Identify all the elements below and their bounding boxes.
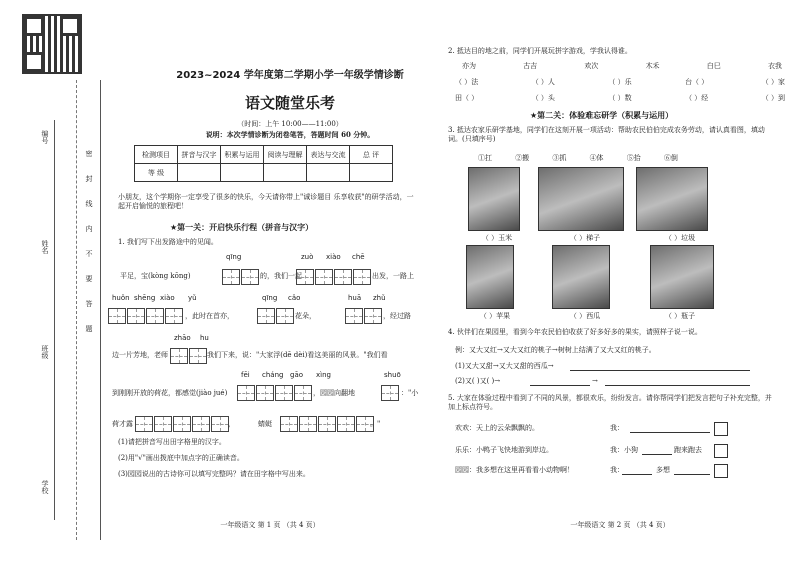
tianzi-grid[interactable] <box>318 416 336 432</box>
tianzi-grid-group <box>280 413 375 432</box>
answer-line[interactable] <box>570 370 750 371</box>
answer-line[interactable] <box>605 385 750 386</box>
passage-line: 出发，一路上 <box>372 272 414 280</box>
passage-line: 荷才露 <box>112 420 133 428</box>
tianzi-grid-group <box>135 413 230 432</box>
passage-line: 花朵， <box>295 312 316 320</box>
q5-tail: 跑来跑去 <box>674 446 702 454</box>
section-1-heading: ★第一关：开启快乐行程（拼音与汉字） <box>170 223 314 232</box>
q1-sub-1: (1)请把拼音写出田字格里的汉字。 <box>118 438 226 446</box>
punctuation-box[interactable] <box>714 464 728 478</box>
pinyin: qīng <box>262 294 278 302</box>
pinyin: fēi <box>241 371 250 379</box>
qr-code <box>22 14 82 74</box>
q5-prompt: 欢欢：天上的云朵飘飘的。 <box>455 424 539 432</box>
passage-line: ，此时在首亦， <box>185 312 234 320</box>
answer-line[interactable] <box>642 454 672 455</box>
pinyin: zhāo <box>174 334 191 342</box>
tianzi-grid[interactable] <box>135 416 153 432</box>
binding-line <box>100 80 101 540</box>
q5-me: 我： <box>610 424 624 432</box>
passage-line: 边一片芳地，老师 <box>112 351 168 359</box>
tianzi-grid[interactable] <box>299 416 317 432</box>
passage-line: 蜻蜓 <box>258 420 272 428</box>
tianzi-grid[interactable] <box>173 416 191 432</box>
answer-line[interactable] <box>530 385 590 386</box>
pinyin: huǒn <box>112 294 130 302</box>
q2-char: 欢次 <box>584 62 599 70</box>
pinyin: huā <box>348 294 362 302</box>
pinyin: chē <box>352 253 365 261</box>
passage-line: 。" <box>370 420 381 428</box>
pinyin: shēng <box>134 294 156 302</box>
q5-me: 我：小狗 <box>610 446 638 454</box>
q5-me: 我： <box>610 466 624 474</box>
q3-option: ④体 <box>589 154 604 162</box>
passage-line: 的，我们一起 <box>260 272 302 280</box>
passage-line: ，园园向翻地 <box>313 389 355 397</box>
tianzi-grid[interactable] <box>237 385 255 401</box>
punctuation-box[interactable] <box>714 422 728 436</box>
passage-line: 我们下来，说："大家浮(dē dèi)看这美丽的风景。"我们看 <box>207 351 388 359</box>
pinyin: yǔ <box>188 294 197 302</box>
q3-caption[interactable]: （ ）玉米 <box>481 234 513 242</box>
tianzi-grid[interactable] <box>170 348 188 364</box>
q2-blank[interactable]: （ ）家 <box>761 78 785 86</box>
pinyin: gāo <box>290 371 304 379</box>
class-label: 班级 <box>41 345 49 359</box>
tianzi-grid[interactable] <box>222 269 240 285</box>
q2-char: 亦为 <box>462 62 476 70</box>
pinyin: xiào <box>326 253 341 261</box>
punctuation-box[interactable] <box>714 444 728 458</box>
q3-options <box>478 154 678 163</box>
exam-note: 说明：本次学情诊断为闭卷笔答，答题时间 60 分钟。 <box>205 130 375 139</box>
q2-char: 木禾 <box>645 62 660 70</box>
intro-text: 小朋友，这个学期你一定享受了很多的快乐，今天请你带上"诚诊题目 乐享收获"的研学活动，一起开启愉悦的旅程吧！ <box>118 193 414 210</box>
tianzi-grid[interactable] <box>334 269 352 285</box>
q2-blank[interactable]: （ ）到 <box>761 94 785 102</box>
tianzi-grid[interactable] <box>108 308 126 324</box>
score-header: 表达与交流 <box>307 146 350 164</box>
number-label: 编号 <box>41 130 49 144</box>
q3-caption[interactable]: （ ）西瓜 <box>569 312 601 320</box>
tianzi-grid[interactable] <box>280 416 298 432</box>
answer-line[interactable] <box>630 432 710 433</box>
exam-title: 2023~2024 学年度第二学期小学一年级学情诊断 <box>176 70 404 81</box>
pinyin: cǎo <box>288 294 301 302</box>
q3-caption[interactable]: （ ）垃圾 <box>664 234 696 242</box>
q2-blank[interactable]: （ ）法 <box>455 78 479 86</box>
q4-example: 例：又大又红→又大又红的桃子→树树上结满了又大又红的桃子。 <box>455 346 656 354</box>
photo-watermelon <box>552 245 610 309</box>
score-header: 拼音与汉字 <box>178 146 221 164</box>
passage-line: ："小 <box>401 389 419 397</box>
q2-blank[interactable]: （ ）乐 <box>608 78 632 86</box>
q5-tail: 多想 <box>656 466 670 474</box>
question-3: 3. 抵达农家乐研学基地，同学们在这刻开展一项活动：帮助农民伯伯完成农务劳动，请认真看图，填动词。(只填序号) <box>448 126 765 143</box>
page-2-footer: 一年级语文 第 2 页 （共 4 页） <box>570 521 670 529</box>
fill-line <box>54 120 55 520</box>
q3-option: ⑥倒 <box>663 154 678 162</box>
q3-caption[interactable]: （ ）梯子 <box>569 234 601 242</box>
q3-option: ②搬 <box>515 154 530 162</box>
photo-apple <box>466 245 514 309</box>
score-header: 总 评 <box>350 146 393 164</box>
qr-finder <box>24 16 44 36</box>
tianzi-grid-group <box>257 305 295 324</box>
passage-line: 平足，宝(kòng kōng) <box>120 272 191 280</box>
score-cell[interactable] <box>350 164 393 182</box>
pinyin: xìng <box>316 371 331 379</box>
tianzi-grid[interactable] <box>276 308 294 324</box>
tianzi-grid-group <box>108 305 184 324</box>
photo-corn <box>468 167 520 231</box>
q4-arrow: → <box>592 377 598 385</box>
tianzi-grid[interactable] <box>211 416 229 432</box>
pinyin: xiào <box>160 294 175 302</box>
pinyin: zuò <box>301 253 314 261</box>
tianzi-grid[interactable] <box>165 308 183 324</box>
tianzi-grid-group <box>296 266 372 285</box>
q1-sub-2: (2)用"√"画出拨底中加点字的正确读音。 <box>118 454 244 462</box>
q2-blank[interactable]: （ ）数 <box>608 94 632 102</box>
q2-char: 古吉 <box>523 62 538 70</box>
score-row-label: 等 级 <box>135 164 178 182</box>
tianzi-grid[interactable] <box>345 308 363 324</box>
qr-finder <box>60 16 80 36</box>
exam-time: （时间：上午 10:00——11:00） <box>237 120 343 128</box>
tianzi-grid[interactable] <box>256 385 274 401</box>
tianzi-grid[interactable] <box>189 348 207 364</box>
passage-line: ，经过路 <box>383 312 411 320</box>
q2-blank[interactable]: （ ）头 <box>531 94 555 102</box>
tianzi-grid[interactable] <box>315 269 333 285</box>
q3-caption[interactable]: （ ）苹果 <box>479 312 511 320</box>
q2-char: 衣我 <box>767 62 782 70</box>
question-4: 4. 伙伴们在果园里，看到今年农民伯伯收获了好多好多的果实，请照样子说一说。 <box>448 328 702 336</box>
q3-option: ③抓 <box>552 154 567 162</box>
tianzi-grid[interactable] <box>381 385 399 401</box>
school-label: 学校 <box>41 480 49 494</box>
tianzi-grid[interactable] <box>296 269 314 285</box>
tianzi-grid[interactable] <box>192 416 210 432</box>
score-cell[interactable] <box>221 164 264 182</box>
score-cell[interactable] <box>307 164 350 182</box>
q2-blank[interactable]: 田（ ） <box>455 94 479 102</box>
q2-blank[interactable]: 台（ ） <box>685 78 709 86</box>
score-header: 阅读与理解 <box>264 146 307 164</box>
question-2: 2. 抵达目的地之前，同学们开展玩拼字游戏，学我认得谁。 <box>448 47 632 55</box>
section-2-heading: ★第二关：体验难忘研学（积累与运用） <box>530 111 674 120</box>
seal-text: 密封线内不要答题 <box>85 150 93 350</box>
tianzi-grid-group <box>237 382 313 401</box>
tianzi-grid-group <box>381 382 400 401</box>
pinyin: cháng <box>262 371 284 379</box>
pinyin: hu <box>200 334 209 342</box>
tianzi-grid[interactable] <box>364 308 382 324</box>
tianzi-grid[interactable] <box>257 308 275 324</box>
question-5: 5. 大家在体验过程中看到了不同的风景，都很欢乐，纷纷发言。请你帮同学们把发言把句子补充完整，并加上标点符号。 <box>448 394 772 411</box>
pinyin: zhǔ <box>373 294 386 302</box>
tianzi-grid-group <box>345 305 383 324</box>
tianzi-grid[interactable] <box>241 269 259 285</box>
q5-prompt: 乐乐：小鸭子飞快地游到岸边。 <box>455 446 553 454</box>
question-1: 1. 我们写下出发路途中的见闻。 <box>118 238 218 246</box>
tianzi-grid[interactable] <box>294 385 312 401</box>
q2-row-1 <box>455 78 785 87</box>
score-header: 积累与运用 <box>221 146 264 164</box>
tianzi-grid[interactable] <box>275 385 293 401</box>
q2-blank[interactable]: （ ）人 <box>531 78 555 86</box>
q4-line-1: (1)又大又甜→又大又甜的西瓜→ <box>455 362 554 370</box>
seal-line <box>76 80 78 540</box>
score-cell[interactable] <box>264 164 307 182</box>
answer-line[interactable] <box>622 474 652 475</box>
tianzi-grid-group <box>222 266 260 285</box>
score-cell[interactable] <box>178 164 221 182</box>
photo-ladder <box>538 167 624 231</box>
q1-sub-3: (3)园园说出的古诗你可以填写完整吗？请在田字格中写出来。 <box>118 470 310 478</box>
q2-row-2 <box>455 94 785 103</box>
q3-option: ①扛 <box>478 154 492 162</box>
tianzi-grid[interactable] <box>337 416 355 432</box>
photo-bottle <box>650 245 714 309</box>
q5-prompt: 园园：我多想在这里再看看小动物啊！ <box>455 466 574 474</box>
q2-char-row <box>462 62 782 71</box>
q2-char: 白巳 <box>706 62 721 70</box>
tianzi-grid-group <box>170 345 208 364</box>
answer-line[interactable] <box>674 474 710 475</box>
exam-subtitle: 语文随堂乐考 <box>244 94 335 112</box>
pinyin: qīng <box>226 253 242 261</box>
name-label: 姓名 <box>41 240 49 254</box>
page-1-footer: 一年级语文 第 1 页 （共 4 页） <box>220 521 320 529</box>
q2-blank[interactable]: （ ）经 <box>685 94 709 102</box>
q4-line-2: (2)又( )又( )→ <box>455 377 501 385</box>
tianzi-grid[interactable] <box>146 308 164 324</box>
tianzi-grid[interactable] <box>127 308 145 324</box>
passage-line: 到刚刚开放的荷花，都感觉(jiào jué) <box>112 389 228 397</box>
q3-option: ⑤拾 <box>626 154 641 162</box>
passage-line: ， <box>228 420 235 428</box>
score-header: 检测项目 <box>135 146 178 164</box>
qr-finder <box>24 52 44 72</box>
q3-caption[interactable]: （ ）瓶子 <box>664 312 696 320</box>
pinyin: shuō <box>384 371 401 379</box>
score-table <box>134 145 393 182</box>
tianzi-grid[interactable] <box>154 416 172 432</box>
photo-trash <box>636 167 708 231</box>
tianzi-grid[interactable] <box>353 269 371 285</box>
